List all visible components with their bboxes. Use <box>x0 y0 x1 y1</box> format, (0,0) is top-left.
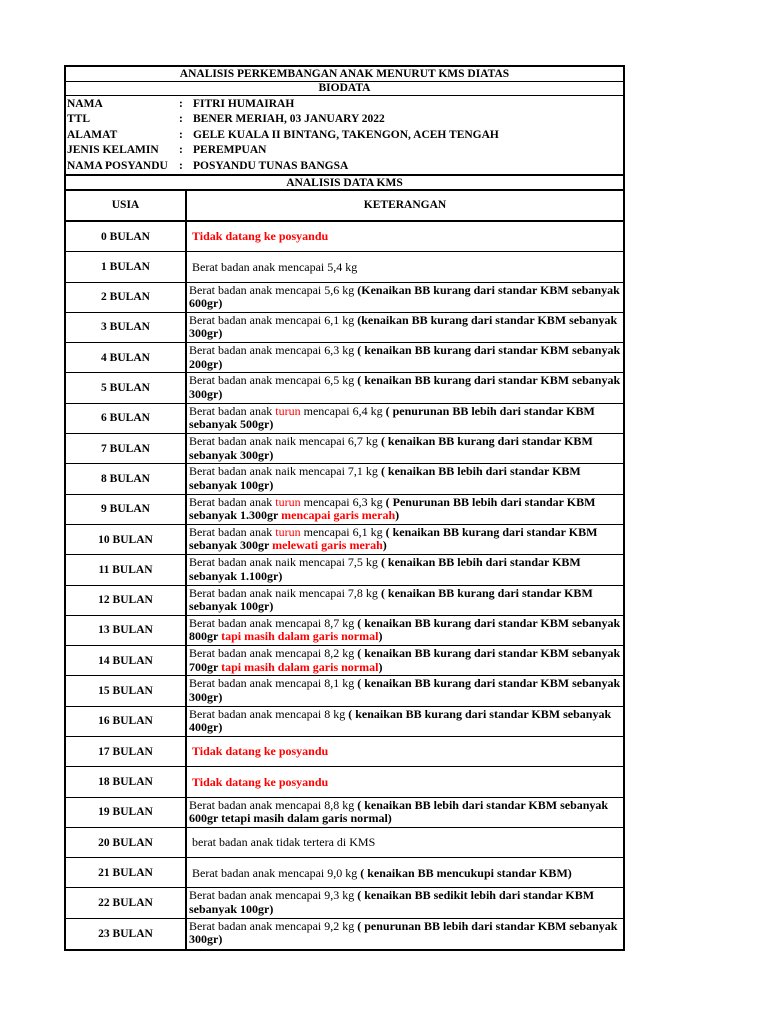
usia-cell: 11 BULAN <box>66 555 187 584</box>
usia-cell: 14 BULAN <box>66 646 187 675</box>
highlight-text: mencapai garis merah <box>281 508 396 523</box>
keterangan-text <box>189 344 621 371</box>
keterangan-cell <box>187 313 623 342</box>
biodata-value: FITRI HUMAIRAH <box>193 98 295 110</box>
table-row <box>66 616 623 646</box>
keterangan-segment: Berat badan anak naik mencapai 7,8 kg <box>189 585 381 600</box>
keterangan-cell <box>187 252 623 281</box>
usia-cell: 19 BULAN <box>66 798 187 827</box>
table-row <box>66 252 623 282</box>
usia-cell: 18 BULAN <box>66 767 187 796</box>
highlight-text: turun <box>275 494 301 509</box>
table-row <box>66 737 623 767</box>
table-row <box>66 828 623 858</box>
kms-table-body <box>66 222 623 949</box>
usia-cell: 17 BULAN <box>66 737 187 766</box>
keterangan-cell <box>187 434 623 463</box>
usia-cell: 23 BULAN <box>66 919 187 949</box>
keterangan-text <box>189 314 621 341</box>
keterangan-segment: Berat badan anak mencapai 6,5 kg <box>189 373 358 388</box>
table-row <box>66 404 623 434</box>
highlight-text: melewati garis merah <box>272 538 383 553</box>
keterangan-cell <box>187 858 623 887</box>
table-header-row <box>66 191 623 222</box>
keterangan-segment: ( kenaikan BB kurang dari standar KBM sebanyak 300gr) <box>189 676 621 704</box>
keterangan-segment: Berat badan anak naik mencapai 7,1 kg <box>189 464 381 479</box>
keterangan-text <box>189 405 621 432</box>
keterangan-segment: mencapai 6,1 kg <box>300 524 386 539</box>
keterangan-segment: Berat badan anak mencapai 8,8 kg <box>189 797 358 812</box>
keterangan-segment: ) <box>382 538 387 553</box>
keterangan-segment: Berat badan anak naik mencapai 6,7 kg <box>189 434 381 449</box>
biodata-label: JENIS KELAMIN <box>67 144 159 157</box>
table-row <box>66 646 623 676</box>
keterangan-text <box>189 617 621 644</box>
biodata-value: POSYANDU TUNAS BANGSA <box>193 159 349 172</box>
biodata-label: NAMA <box>67 98 103 110</box>
usia-cell: 0 BULAN <box>66 222 187 251</box>
table-row <box>66 888 623 918</box>
keterangan-text <box>192 261 357 275</box>
biodata-row <box>66 128 623 143</box>
keterangan-text <box>189 526 621 553</box>
keterangan-segment: ) <box>378 629 383 644</box>
highlight-text: tapi masih dalam garis normal <box>221 659 379 674</box>
keterangan-text <box>189 708 621 735</box>
table-row <box>66 373 623 403</box>
keterangan-text <box>189 556 621 583</box>
keterangan-cell <box>187 767 623 796</box>
biodata-colon: : <box>179 128 183 141</box>
keterangan-segment: ( kenaikan BB mencukupi standar KBM) <box>360 865 572 880</box>
keterangan-cell <box>187 919 623 949</box>
keterangan-segment: mencapai 6,3 kg <box>300 494 386 509</box>
keterangan-segment: Berat badan anak <box>189 494 276 509</box>
usia-cell: 6 BULAN <box>66 404 187 433</box>
table-row <box>66 586 623 616</box>
keterangan-cell <box>187 798 623 827</box>
biodata-row <box>66 112 623 127</box>
keterangan-segment: Berat badan anak <box>189 524 276 539</box>
keterangan-segment: (kenaikan BB kurang dari standar KBM sebanyak 300gr) <box>189 312 618 341</box>
keterangan-segment: ( kenaikan BB kurang dari standar KBM sebanyak 300gr) <box>189 373 621 401</box>
keterangan-cell <box>187 707 623 736</box>
keterangan-segment: ) <box>378 659 383 674</box>
keterangan-segment: ( kenaikan BB kurang dari standar KBM sebanyak 400gr) <box>189 706 612 735</box>
table-row <box>66 858 623 888</box>
document-title: ANALISIS PERKEMBANGAN ANAK MENURUT KMS DIATAS <box>66 67 623 82</box>
keterangan-segment: Berat badan anak mencapai 5,4 kg <box>192 259 358 274</box>
usia-cell: 16 BULAN <box>66 707 187 736</box>
table-row <box>66 222 623 252</box>
biodata-value: BENER MERIAH, 03 JANUARY 2022 <box>193 113 385 126</box>
table-row <box>66 283 623 313</box>
highlight-text: turun <box>275 403 301 418</box>
keterangan-segment: ( kenaikan BB kurang dari standar KBM sebanyak 700gr <box>189 646 621 674</box>
keterangan-cell <box>187 828 623 857</box>
keterangan-cell <box>187 888 623 917</box>
keterangan-text <box>192 230 328 244</box>
keterangan-cell <box>187 343 623 372</box>
highlight-text: tapi masih dalam garis normal <box>221 629 379 644</box>
keterangan-segment: ( penurunan BB lebih dari standar KBM sebanyak 500gr) <box>189 403 595 432</box>
keterangan-text <box>189 920 621 947</box>
biodata-colon: : <box>179 159 183 172</box>
usia-cell: 1 BULAN <box>66 252 187 281</box>
keterangan-cell <box>187 495 623 524</box>
keterangan-segment: berat badan anak tidak tertera di KMS <box>192 835 376 850</box>
keterangan-segment: Berat badan anak mencapai 8,2 kg <box>189 646 358 661</box>
keterangan-segment: Berat badan anak mencapai 5,6 kg <box>189 282 358 297</box>
biodata-row <box>66 143 623 158</box>
keterangan-segment: ( penurunan BB lebih dari standar KBM sebanyak 300gr) <box>189 918 618 947</box>
keterangan-segment: Berat badan anak mencapai 6,3 kg <box>189 343 358 358</box>
usia-cell: 2 BULAN <box>66 283 187 312</box>
keterangan-text <box>189 677 621 704</box>
usia-cell: 22 BULAN <box>66 888 187 917</box>
table-row <box>66 798 623 828</box>
keterangan-segment: ( kenaikan BB kurang dari standar KBM sebanyak 200gr) <box>189 343 621 371</box>
keterangan-text <box>189 435 621 462</box>
keterangan-segment: Berat badan anak mencapai 6,1 kg <box>189 312 358 327</box>
kms-analysis-header: ANALISIS DATA KMS <box>66 176 623 191</box>
keterangan-text <box>192 776 328 790</box>
table-row <box>66 313 623 343</box>
table-row <box>66 919 623 949</box>
keterangan-segment: ( kenaikan BB kurang dari standar KBM sebanyak 100gr) <box>189 585 593 614</box>
table-row <box>66 434 623 464</box>
keterangan-segment: ( kenaikan BB lebih dari standar KBM sebanyak 1.100gr) <box>189 555 581 583</box>
keterangan-text <box>189 374 621 401</box>
biodata-value: GELE KUALA II BINTANG, TAKENGON, ACEH TENGAH <box>193 128 499 141</box>
keterangan-cell <box>187 222 623 251</box>
usia-cell: 4 BULAN <box>66 343 187 372</box>
keterangan-text <box>189 465 621 492</box>
keterangan-text <box>192 836 375 850</box>
table-row <box>66 525 623 555</box>
table-row <box>66 707 623 737</box>
keterangan-cell <box>187 464 623 493</box>
table-row <box>66 464 623 494</box>
keterangan-segment: Berat badan anak mencapai 8 kg <box>189 706 349 721</box>
usia-cell: 10 BULAN <box>66 525 187 554</box>
keterangan-cell <box>187 737 623 766</box>
highlight-text: Tidak datang ke posyandu <box>192 744 329 759</box>
table-row <box>66 767 623 797</box>
keterangan-cell <box>187 555 623 584</box>
keterangan-segment: ( kenaikan BB kurang dari standar KBM sebanyak 800gr <box>189 615 621 644</box>
biodata-colon: : <box>179 113 183 126</box>
usia-cell: 21 BULAN <box>66 858 187 887</box>
keterangan-text <box>189 496 621 523</box>
keterangan-segment: mencapai 6,4 kg <box>300 403 386 418</box>
biodata-label: ALAMAT <box>67 128 118 141</box>
table-row <box>66 555 623 585</box>
highlight-text: Tidak datang ke posyandu <box>192 229 329 244</box>
keterangan-cell <box>187 616 623 645</box>
usia-cell: 20 BULAN <box>66 828 187 857</box>
keterangan-segment: Berat badan anak <box>189 403 276 418</box>
usia-cell: 8 BULAN <box>66 464 187 493</box>
keterangan-cell <box>187 404 623 433</box>
usia-cell: 3 BULAN <box>66 313 187 342</box>
keterangan-cell <box>187 586 623 615</box>
keterangan-segment: ( kenaikan BB kurang dari standar KBM sebanyak 300gr) <box>189 434 593 462</box>
keterangan-segment: (Kenaikan BB kurang dari standar KBM sebanyak 600gr) <box>189 282 620 311</box>
keterangan-segment: ( kenaikan BB sedikit lebih dari standar KBM sebanyak 100gr) <box>189 888 595 916</box>
keterangan-segment: Berat badan anak mencapai 8,7 kg <box>189 615 358 630</box>
usia-cell: 5 BULAN <box>66 373 187 402</box>
keterangan-segment: ( Penurunan BB lebih dari standar KBM sebanyak 1.300gr <box>189 494 596 523</box>
highlight-text: Tidak datang ke posyandu <box>192 774 329 789</box>
keterangan-text <box>189 284 621 311</box>
keterangan-text <box>192 745 328 759</box>
keterangan-column-header: KETERANGAN <box>363 199 447 212</box>
keterangan-text <box>189 799 621 826</box>
keterangan-segment: ( kenaikan BB kurang dari standar KBM sebanyak 300gr <box>189 524 598 553</box>
keterangan-text <box>189 889 621 916</box>
usia-cell: 7 BULAN <box>66 434 187 463</box>
keterangan-segment: Berat badan anak mencapai 8,1 kg <box>189 676 358 691</box>
keterangan-segment: ( kenaikan BB lebih dari standar KBM sebanyak 100gr) <box>189 464 581 492</box>
keterangan-text <box>189 587 621 614</box>
keterangan-segment: Berat badan anak mencapai 9,0 kg <box>192 865 361 880</box>
biodata-value: PEREMPUAN <box>193 144 267 157</box>
usia-cell: 12 BULAN <box>66 586 187 615</box>
table-row <box>66 495 623 525</box>
biodata-label: TTL <box>67 113 91 126</box>
usia-cell: 13 BULAN <box>66 616 187 645</box>
biodata-row <box>66 159 623 174</box>
biodata-colon: : <box>179 98 183 110</box>
keterangan-segment: Berat badan anak naik mencapai 7,5 kg <box>189 555 381 570</box>
keterangan-segment: Berat badan anak mencapai 9,3 kg <box>189 888 358 903</box>
biodata-label: NAMA POSYANDU <box>67 159 168 172</box>
usia-column-header: USIA <box>66 191 187 220</box>
keterangan-segment: ( kenaikan BB lebih dari standar KBM sebanyak 600gr tetapi masih dalam garis normal) <box>189 797 609 826</box>
keterangan-cell <box>187 676 623 705</box>
keterangan-segment: ) <box>395 508 400 523</box>
keterangan-segment: Berat badan anak mencapai 9,2 kg <box>189 918 358 933</box>
biodata-row <box>66 97 623 112</box>
keterangan-cell <box>187 373 623 402</box>
biodata-section <box>66 96 623 176</box>
kms-analysis-sheet <box>64 65 625 951</box>
keterangan-cell <box>187 283 623 312</box>
usia-cell: 15 BULAN <box>66 676 187 705</box>
keterangan-text <box>189 647 621 674</box>
biodata-header: BIODATA <box>66 82 623 96</box>
keterangan-cell <box>187 525 623 554</box>
usia-cell: 9 BULAN <box>66 495 187 524</box>
keterangan-text <box>192 867 572 881</box>
biodata-colon: : <box>179 144 183 157</box>
highlight-text: turun <box>275 524 301 539</box>
table-row <box>66 343 623 373</box>
table-row <box>66 676 623 706</box>
keterangan-cell <box>187 646 623 675</box>
